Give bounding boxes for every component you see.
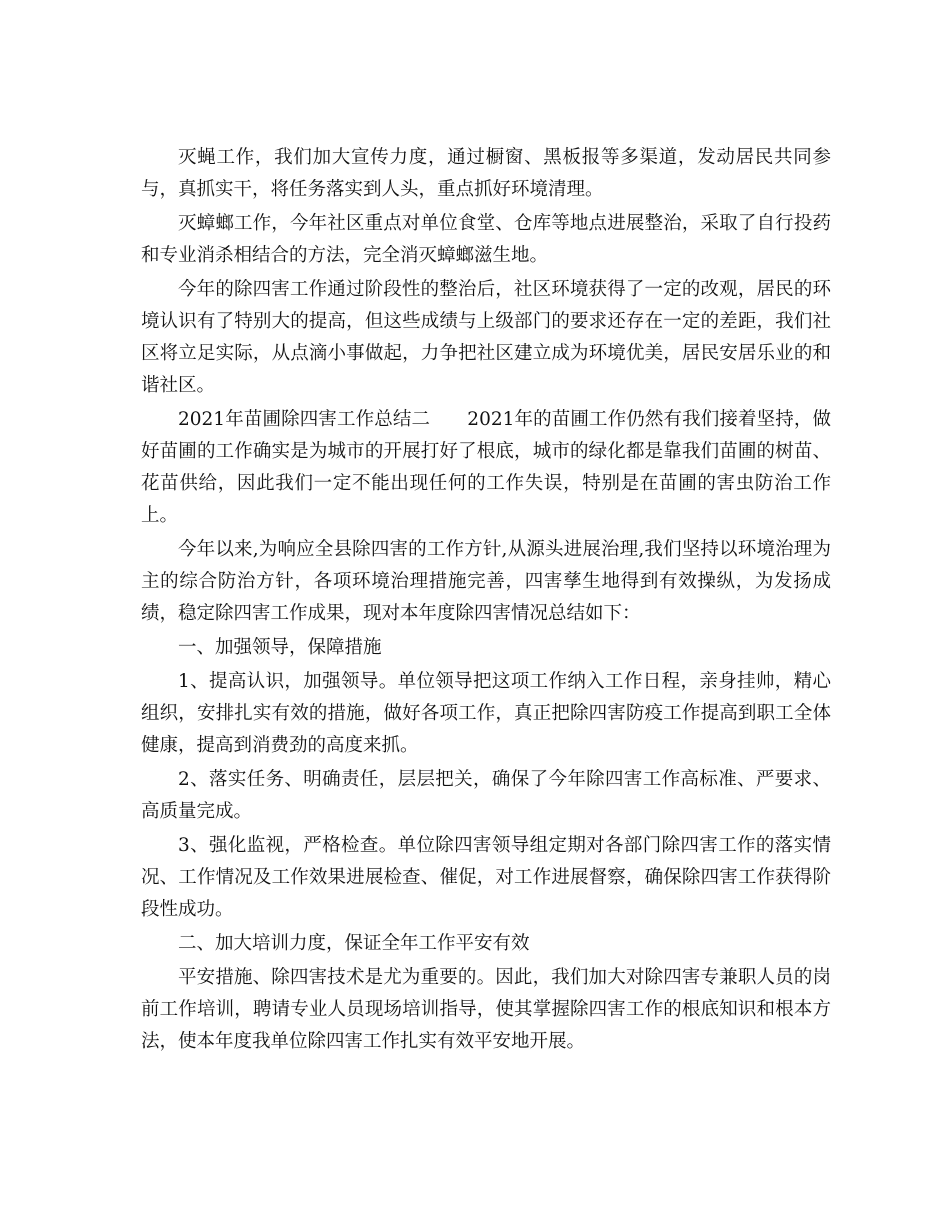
paragraph-nursery-intro: 2021年苗圃除四害工作总结二 2021年的苗圃工作仍然有我们接着坚持，做好苗圃的工作确实是为城市的开展打好了根底，城市的绿化都是靠我们苗圃的树苗、花苗供给，因此我们一定不能出现任何的工作失误，特别是在苗圃的害虫防治工作上。 — [141, 409, 831, 526]
paragraph-summary: 今年的除四害工作通过阶段性的整治后，社区环境获得了一定的改观，居民的环境认识有了特别大的提高，但这些成绩与上级部门的要求还存在一定的差距，我们社区将立足实际，从点滴小事做起，力争把社区建立成为环境优美，居民安居乐业的和谐社区。 — [141, 279, 831, 396]
paragraph-fly-control: 灭蝇工作，我们加大宣传力度，通过橱窗、黑板报等多渠道，发动居民共同参与，真抓实干，将任务落实到人头，重点抓好环境清理。 — [141, 147, 831, 200]
document-body — [141, 142, 831, 1058]
section-heading-leadership: 一、加强领导，保障措施 — [178, 637, 382, 658]
paragraph-cockroach-control: 灭蟑螂工作，今年社区重点对单位食堂、仓库等地点进展整治，采取了自行投药和专业消杀相结合的方法，完全消灭蟑螂滋生地。 — [141, 213, 831, 266]
paragraph-item-1: 1、提高认识，加强领导。单位领导把这项工作纳入工作日程，亲身挂帅，精心组织，安排扎实有效的措施，做好各项工作，真正把除四害防疫工作提高到职工全体健康，提高到消费劲的高度来抓。 — [141, 671, 831, 756]
paragraph-training: 平安措施、除四害技术是尤为重要的。因此，我们加大对除四害专兼职人员的岗前工作培训，聘请专业人员现场培训指导，使其掌握除四害工作的根底知识和根本方法，使本年度我单位除四害工作扎实有效平安地开展。 — [141, 967, 831, 1052]
paragraph-item-2: 2、落实任务、明确责任，层层把关，确保了今年除四害工作高标准、严要求、高质量完成。 — [141, 769, 831, 822]
paragraph-item-3: 3、强化监视，严格检查。单位除四害领导组定期对各部门除四害工作的落实情况、工作情况及工作效果进展检查、催促，对工作进展督察，确保除四害工作获得阶段性成功。 — [141, 835, 831, 920]
section-heading-training: 二、加大培训力度，保证全年工作平安有效 — [178, 933, 530, 954]
paragraph-policy: 今年以来,为响应全县除四害的工作方针,从源头进展治理,我们坚持以环境治理为主的综合防治方针，各项环境治理措施完善，四害孳生地得到有效操纵，为发扬成绩，稳定除四害工作成果，现对本年度除四害情况总结如下： — [141, 539, 831, 624]
